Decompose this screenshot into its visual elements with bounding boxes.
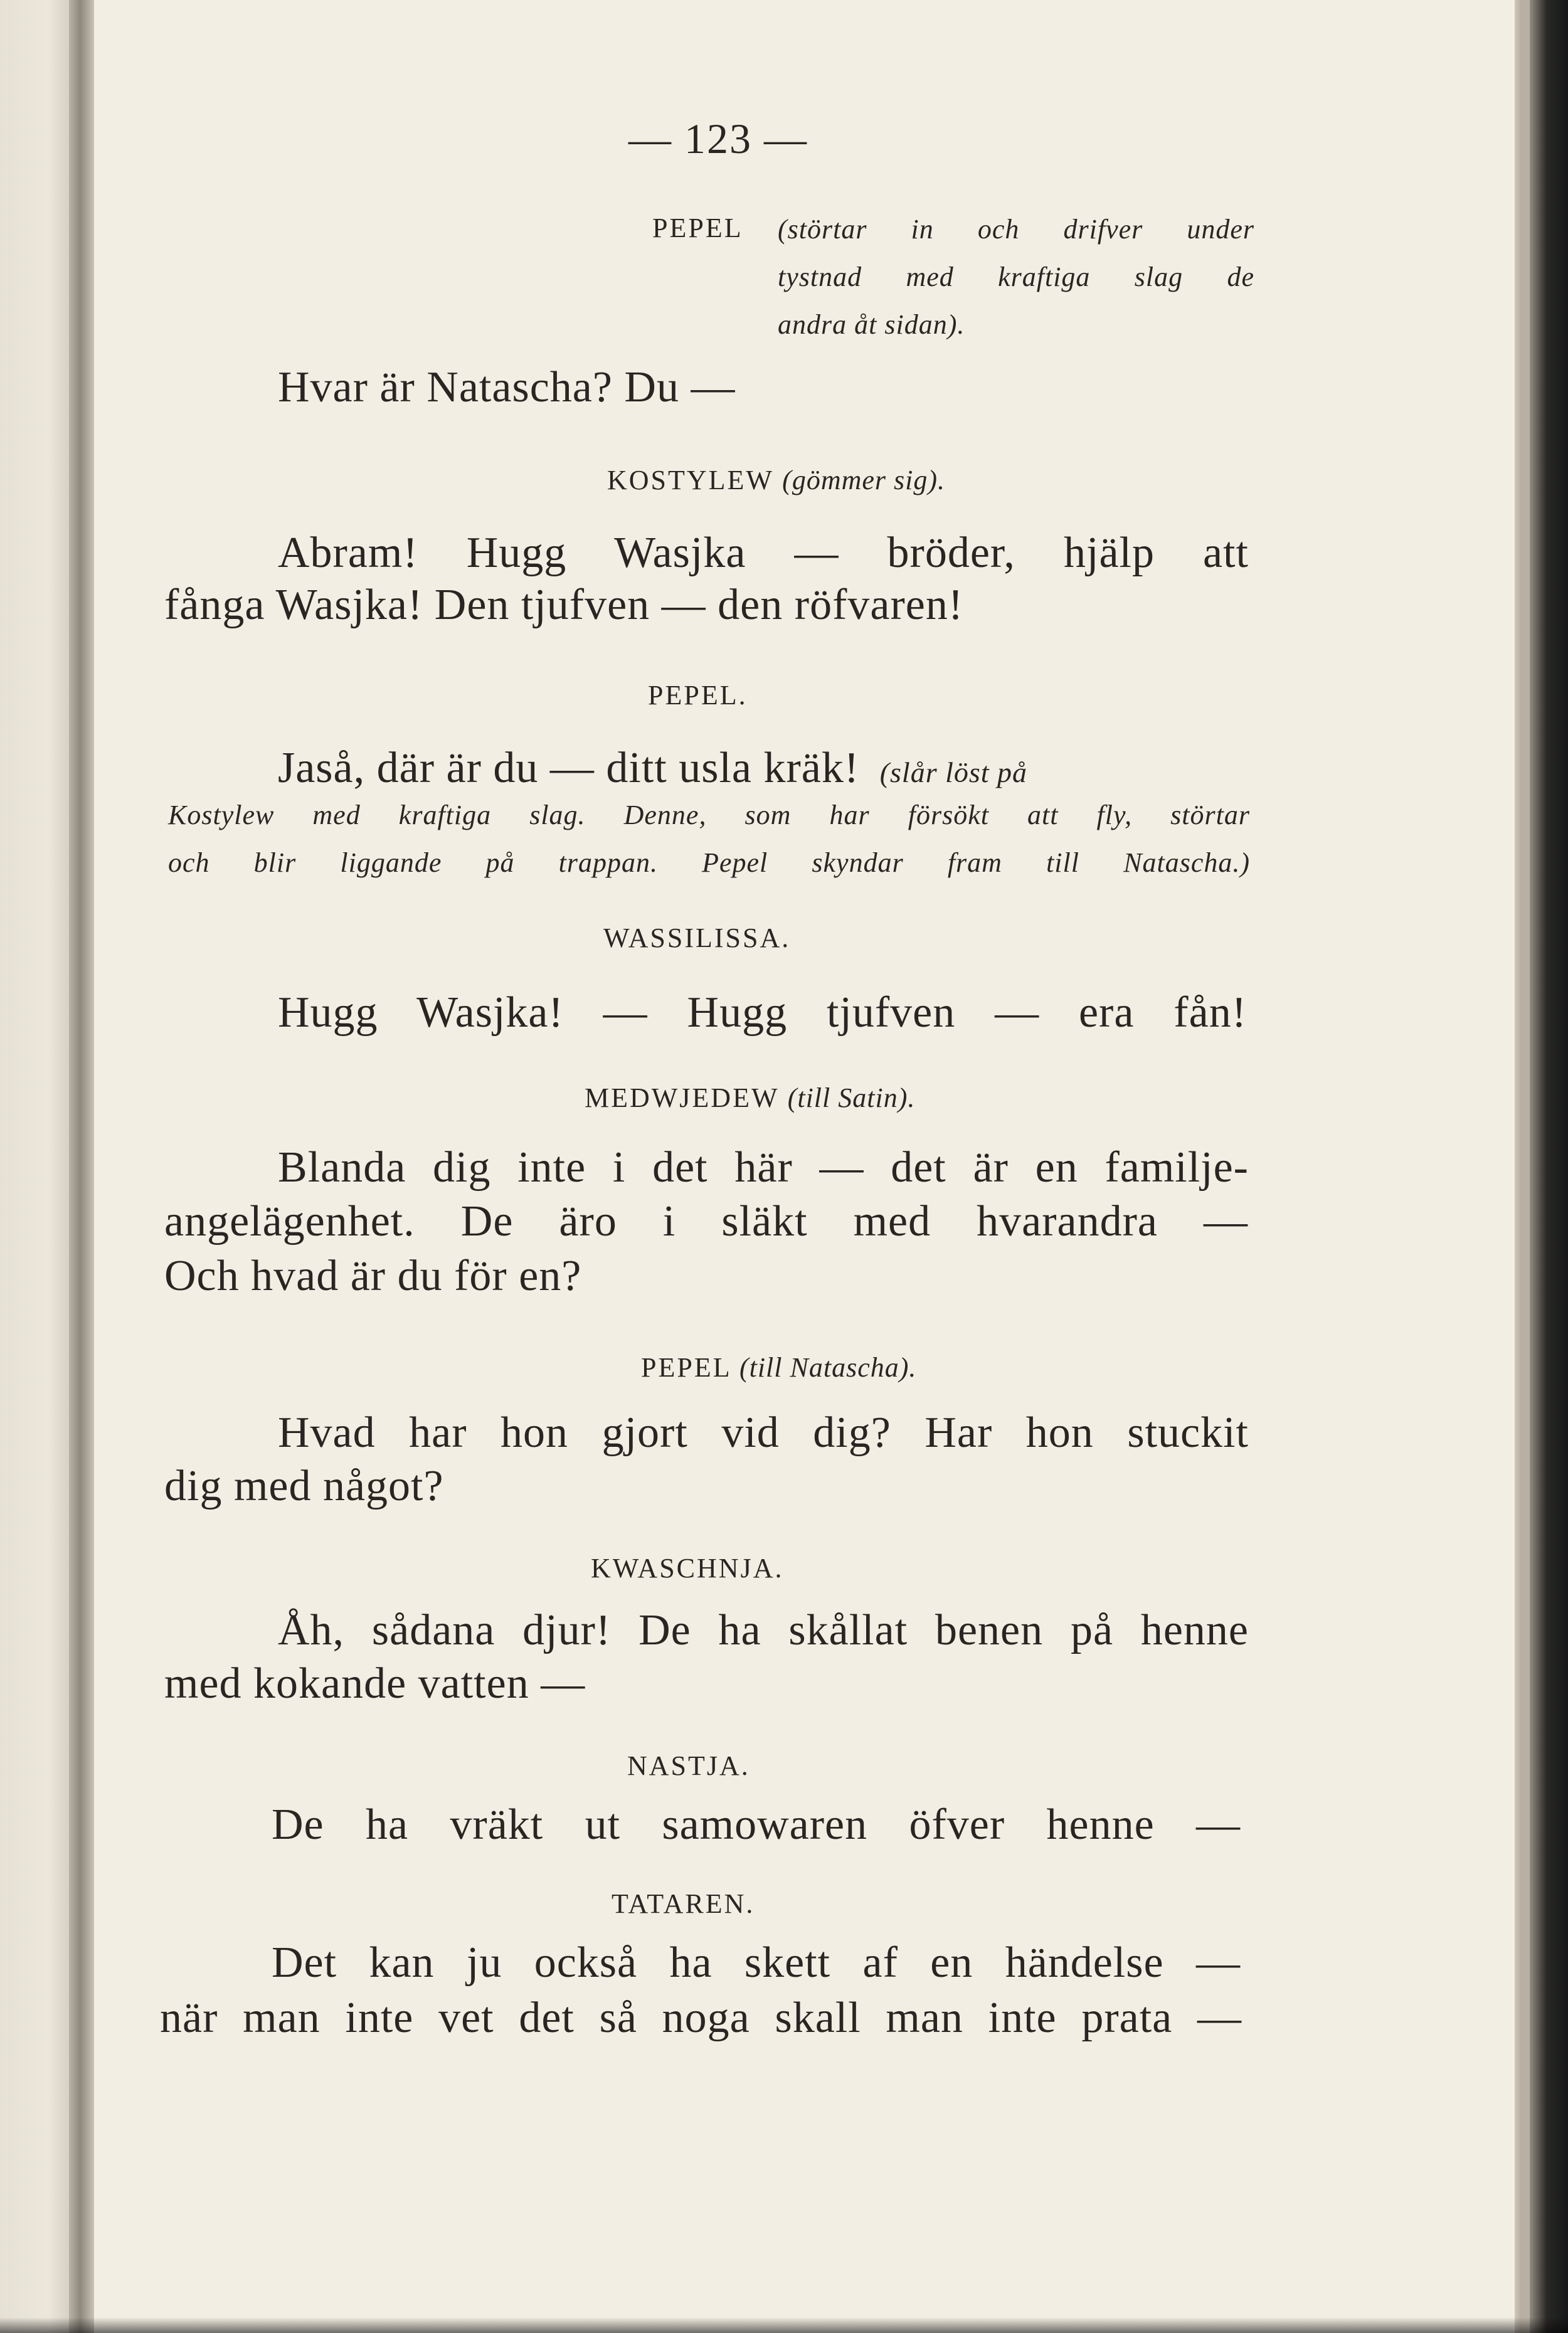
speech-line: Hugg Wasjka! — Hugg tjufven — era fån! (278, 988, 1247, 1037)
left-page-edge (0, 0, 69, 2333)
speech-line: Åh, sådana djur! De ha skållat benen på henne (278, 1606, 1249, 1654)
speech-line: Och hvad är du för en? (164, 1252, 582, 1300)
stage-line: Kostylew med kraftiga slag. Denne, som har försökt att fly, störtar (168, 800, 1250, 830)
speech-line: Abram! Hugg Wasjka — bröder, hjälp att (278, 529, 1249, 577)
stage-line: och blir liggande på trappan. Pepel skyndar fram till Natascha.) (168, 847, 1250, 878)
stage-direction: (till Satin). (787, 1082, 916, 1113)
speech-line: med kokande vatten — (164, 1659, 586, 1708)
book-gutter (69, 0, 94, 2333)
speaker-pepel: PEPEL (652, 213, 743, 243)
speaker-name: KOSTYLEW (607, 465, 774, 495)
stage-line: (störtar in och drifver under (778, 214, 1254, 245)
stage-line: tystnad med kraftiga slag de (778, 262, 1254, 292)
speaker-medwjedew (585, 1082, 915, 1114)
speech-line: fånga Wasjka! Den tjufven — den röfvaren! (164, 581, 964, 629)
speech-line: Hvar är Natascha? Du — (278, 363, 736, 411)
speech-line (278, 743, 1027, 793)
book-binding-edge (1515, 0, 1568, 2333)
speaker-pepel: PEPEL. (648, 680, 748, 711)
speaker-name: MEDWJEDEW (585, 1082, 779, 1113)
stage-direction: (gömmer sig). (782, 465, 946, 495)
speech-text: Jaså, där är du — ditt usla kräk! (278, 744, 860, 792)
speech-line: Hvad har hon gjort vid dig? Har hon stuckit (278, 1409, 1249, 1457)
stage-direction (778, 206, 1254, 349)
speech-line: dig med något? (164, 1462, 444, 1510)
stage-direction: (till Natascha). (739, 1352, 917, 1383)
stage-line: andra åt sidan). (778, 309, 965, 340)
speaker-kostylew (607, 464, 945, 496)
speech-line: Det kan ju också ha skett af en händelse — (272, 1939, 1241, 1987)
speaker-kwaschnja: KWASCHNJA. (591, 1553, 784, 1584)
speech-line: angelägenhet. De äro i släkt med hvarandra — (164, 1197, 1248, 1246)
page-number: — 123 — (628, 115, 808, 162)
speaker-name: PEPEL (641, 1352, 731, 1383)
speech-line: Blanda dig inte i det här — det är en familje- (278, 1143, 1249, 1192)
speaker-tataren: TATAREN. (612, 1888, 755, 1919)
stage-direction (168, 791, 1250, 887)
bottom-shadow (0, 2317, 1568, 2333)
speaker-pepel (641, 1352, 916, 1383)
stage-direction: (slår löst på (879, 756, 1028, 788)
speech-line: De ha vräkt ut samowaren öfver henne — (272, 1801, 1241, 1849)
speaker-wassilissa: WASSILISSA. (603, 923, 791, 953)
speech-line: när man inte vet det så noga skall man inte prata — (160, 1994, 1242, 2042)
page-stack-edge (1521, 0, 1530, 2333)
speaker-nastja: NASTJA. (627, 1750, 750, 1781)
